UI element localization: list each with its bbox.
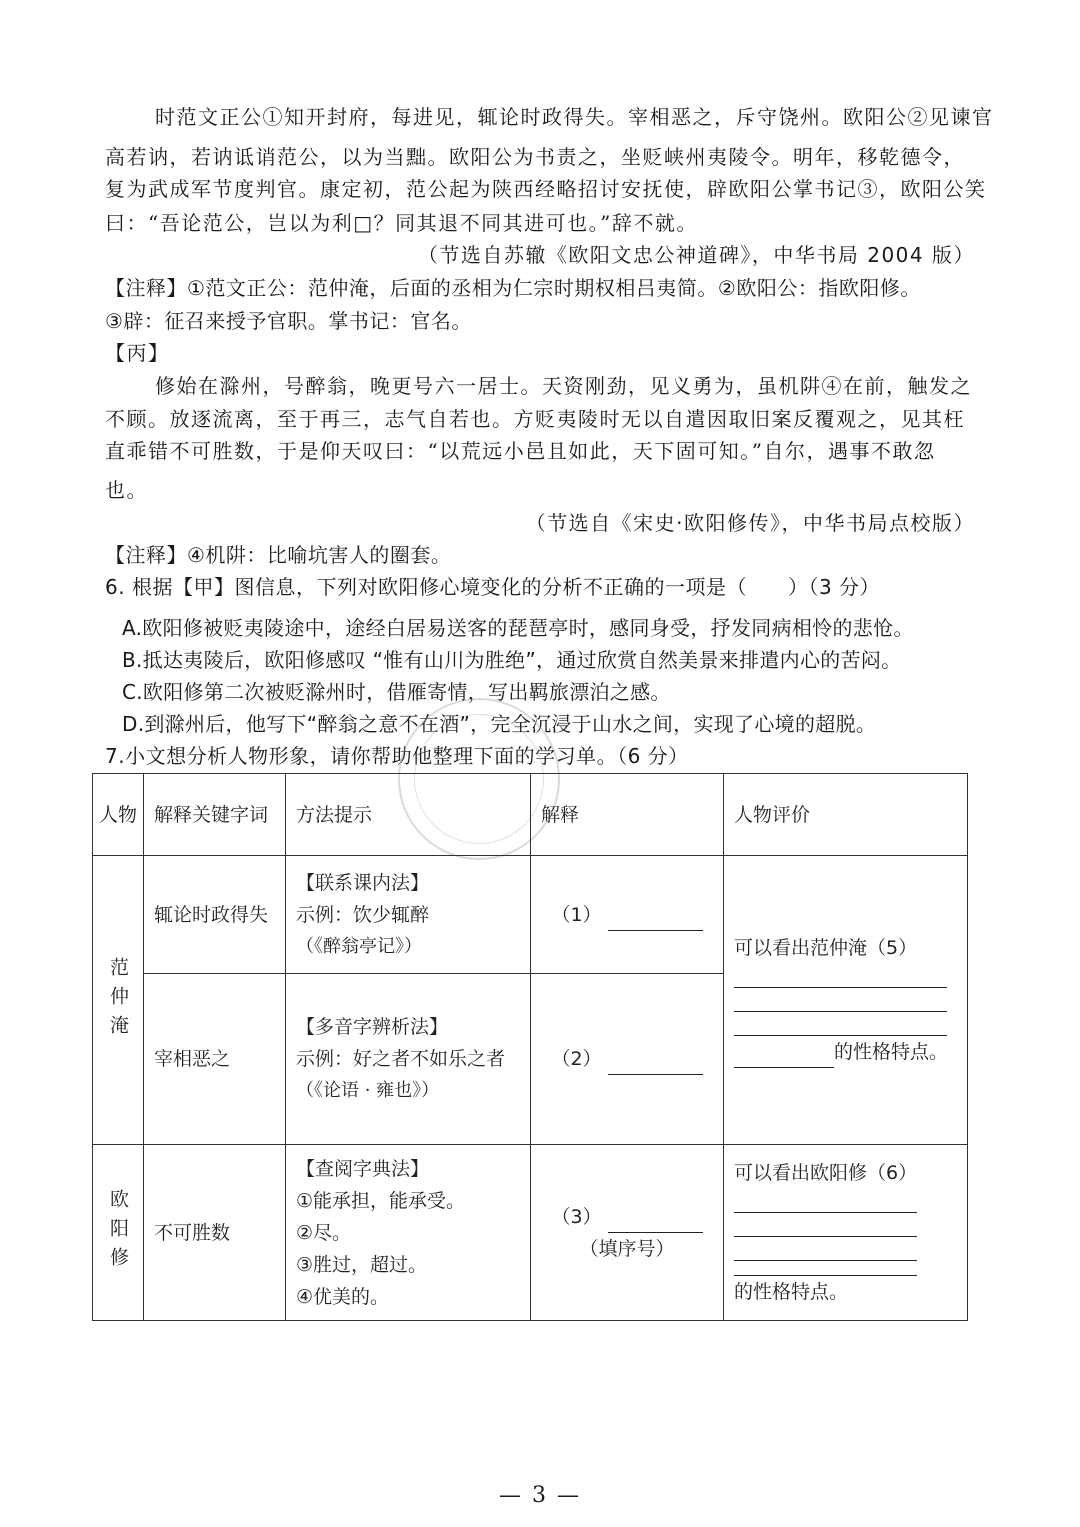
header-person: 人物 xyxy=(93,774,144,856)
question-6-option-c: C.欧阳修第二次被贬滁州时，借雁寄情，写出羁旅漂泊之感。 xyxy=(122,680,671,704)
evaluation-2-cell xyxy=(724,1145,968,1321)
question-6-option-b: B.抵达夷陵后，欧阳修感叹 “惟有山川为胜绝”，通过欣赏自然美景来排遣内心的苦闷。 xyxy=(122,648,902,672)
evaluation-1-blank-line[interactable] xyxy=(734,1012,947,1036)
header-evaluation: 人物评价 xyxy=(724,774,968,856)
evaluation-1-cell xyxy=(724,856,968,1145)
answer-3-cell xyxy=(531,1145,724,1321)
method-3-item-2: ②尽。 xyxy=(296,1221,352,1244)
answer-1-label: （1） xyxy=(551,903,602,926)
answer-3-blank[interactable] xyxy=(608,1212,703,1233)
passage-yi-line-1: 时范文正公①知开封府，每进见，辄论时政得失。宰相恶之，斥守饶州。欧阳公②见谏官 xyxy=(155,105,994,129)
method-2-example: 示例：好之者不如乐之者 xyxy=(296,1048,506,1070)
question-7-stem: 7.小文想分析人物形象，请你帮助他整理下面的学习单。（6 分） xyxy=(105,744,689,768)
answer-1-cell xyxy=(531,856,724,974)
question-6-option-a: A.欧阳修被贬夷陵途中，途经白居易送客的琵琶亭时，感同身受，抒发同病相怜的悲怆。 xyxy=(122,616,914,640)
evaluation-2-blank-line[interactable] xyxy=(734,1261,917,1276)
answer-3-hint: （填序号） xyxy=(579,1237,675,1260)
evaluation-2-prefix: 可以看出欧阳修（6） xyxy=(734,1162,918,1184)
passage-bing-line-2: 不顾。放逐流离，至于再三，志气自若也。方贬夷陵时无以自遣因取旧案反覆观之，见其枉 xyxy=(105,407,965,431)
key-word-3: 不可胜数 xyxy=(144,1145,286,1321)
header-method: 方法提示 xyxy=(286,774,531,856)
method-1 xyxy=(286,856,531,974)
table-header-row xyxy=(93,774,968,856)
passage-yi-line-3: 复为武成军节度判官。康定初，范公起为陕西经略招讨安抚使，辟欧阳公掌书记③，欧阳公笑 xyxy=(105,177,987,201)
passage-yi-line-2: 高若讷，若讷诋诮范公，以为当黜。欧阳公为书责之，坐贬峡州夷陵令。明年，移乾德令， xyxy=(105,145,965,169)
method-3 xyxy=(286,1145,531,1321)
header-key-words: 解释关键字词 xyxy=(144,774,286,856)
question-6-option-d: D.到滁州后，他写下“醉翁之意不在酒”，完全沉浸于山水之间，实现了心境的超脱。 xyxy=(122,712,877,736)
evaluation-2-blank-line[interactable] xyxy=(734,1189,917,1213)
method-3-title: 【查阅字典法】 xyxy=(296,1157,430,1180)
method-3-item-4: ④优美的。 xyxy=(296,1285,390,1308)
answer-2-cell xyxy=(531,974,724,1145)
key-word-1: 辄论时政得失 xyxy=(144,856,286,974)
page-number: — 3 — xyxy=(499,1483,581,1508)
evaluation-1-blank-line[interactable] xyxy=(734,1047,834,1068)
person-ouyang-xiu: 欧阳修 xyxy=(93,1145,144,1321)
method-1-source: （《醉翁亭记》） xyxy=(296,935,422,957)
method-3-item-1: ①能承担，能承受。 xyxy=(296,1189,466,1212)
method-3-item-3: ③胜过，超过。 xyxy=(296,1253,428,1276)
passage-yi-note-1: 【注释】①范文正公：范仲淹，后面的丞相为仁宗时期权相吕夷简。②欧阳公：指欧阳修。 xyxy=(105,276,921,300)
table-row xyxy=(93,1145,968,1321)
answer-3-label: （3） xyxy=(551,1205,602,1228)
method-1-title: 【联系课内法】 xyxy=(296,871,430,894)
evaluation-2-blank-line[interactable] xyxy=(734,1213,917,1237)
header-explanation: 解释 xyxy=(531,774,724,856)
passage-bing-note: 【注释】④机阱：比喻坑害人的圈套。 xyxy=(105,543,452,567)
method-2-source: （《论语 · 雍也》） xyxy=(296,1080,440,1101)
passage-yi-note-2: ③辟：征召来授予官职。掌书记：官名。 xyxy=(105,309,472,333)
answer-1-blank[interactable] xyxy=(608,910,703,931)
passage-bing-source: （节选自《宋史·欧阳修传》，中华书局点校版） xyxy=(525,511,975,535)
passage-bing-line-3: 直乖错不可胜数，于是仰天叹曰：“以荒远小邑且如此，天下固可知。”自尔，遇事不敢忽 xyxy=(105,439,936,463)
evaluation-1-prefix: 可以看出范仲淹（5） xyxy=(734,937,918,959)
evaluation-1-blank-line[interactable] xyxy=(734,988,947,1012)
key-word-2: 宰相恶之 xyxy=(144,974,286,1145)
evaluation-2-suffix: 的性格特点。 xyxy=(734,1281,849,1303)
passage-yi-line-4: 曰：“吾论范公，岂以为利□？同其退不同其进可也。”辞不就。 xyxy=(105,211,698,235)
study-sheet-table xyxy=(92,773,968,1321)
passage-bing-line-4: 也。 xyxy=(105,478,148,502)
method-2-title: 【多音字辨析法】 xyxy=(296,1016,449,1038)
passage-bing-line-1: 修始在滁州，号醉翁，晚更号六一居士。天资刚劲，见义勇为，虽机阱④在前，触发之 xyxy=(155,374,972,398)
evaluation-1-blank-line[interactable] xyxy=(734,964,947,988)
passage-bing-heading: 【丙】 xyxy=(105,341,170,365)
evaluation-2-blank-line[interactable] xyxy=(734,1237,917,1261)
answer-2-blank[interactable] xyxy=(608,1054,703,1075)
evaluation-1-suffix: 的性格特点。 xyxy=(834,1041,949,1063)
passage-yi-source: （节选自苏辙《欧阳文忠公神道碑》，中华书局 2004 版） xyxy=(417,243,975,267)
method-2 xyxy=(286,974,531,1145)
answer-2-label: （2） xyxy=(551,1048,602,1070)
question-6-stem: 6. 根据【甲】图信息，下列对欧阳修心境变化的分析不正确的一项是（ ）（3 分） xyxy=(105,575,881,599)
table-row xyxy=(93,856,968,974)
method-1-example: 示例：饮少辄醉 xyxy=(296,903,430,926)
person-fan-zhongyan: 范仲淹 xyxy=(93,856,144,1145)
